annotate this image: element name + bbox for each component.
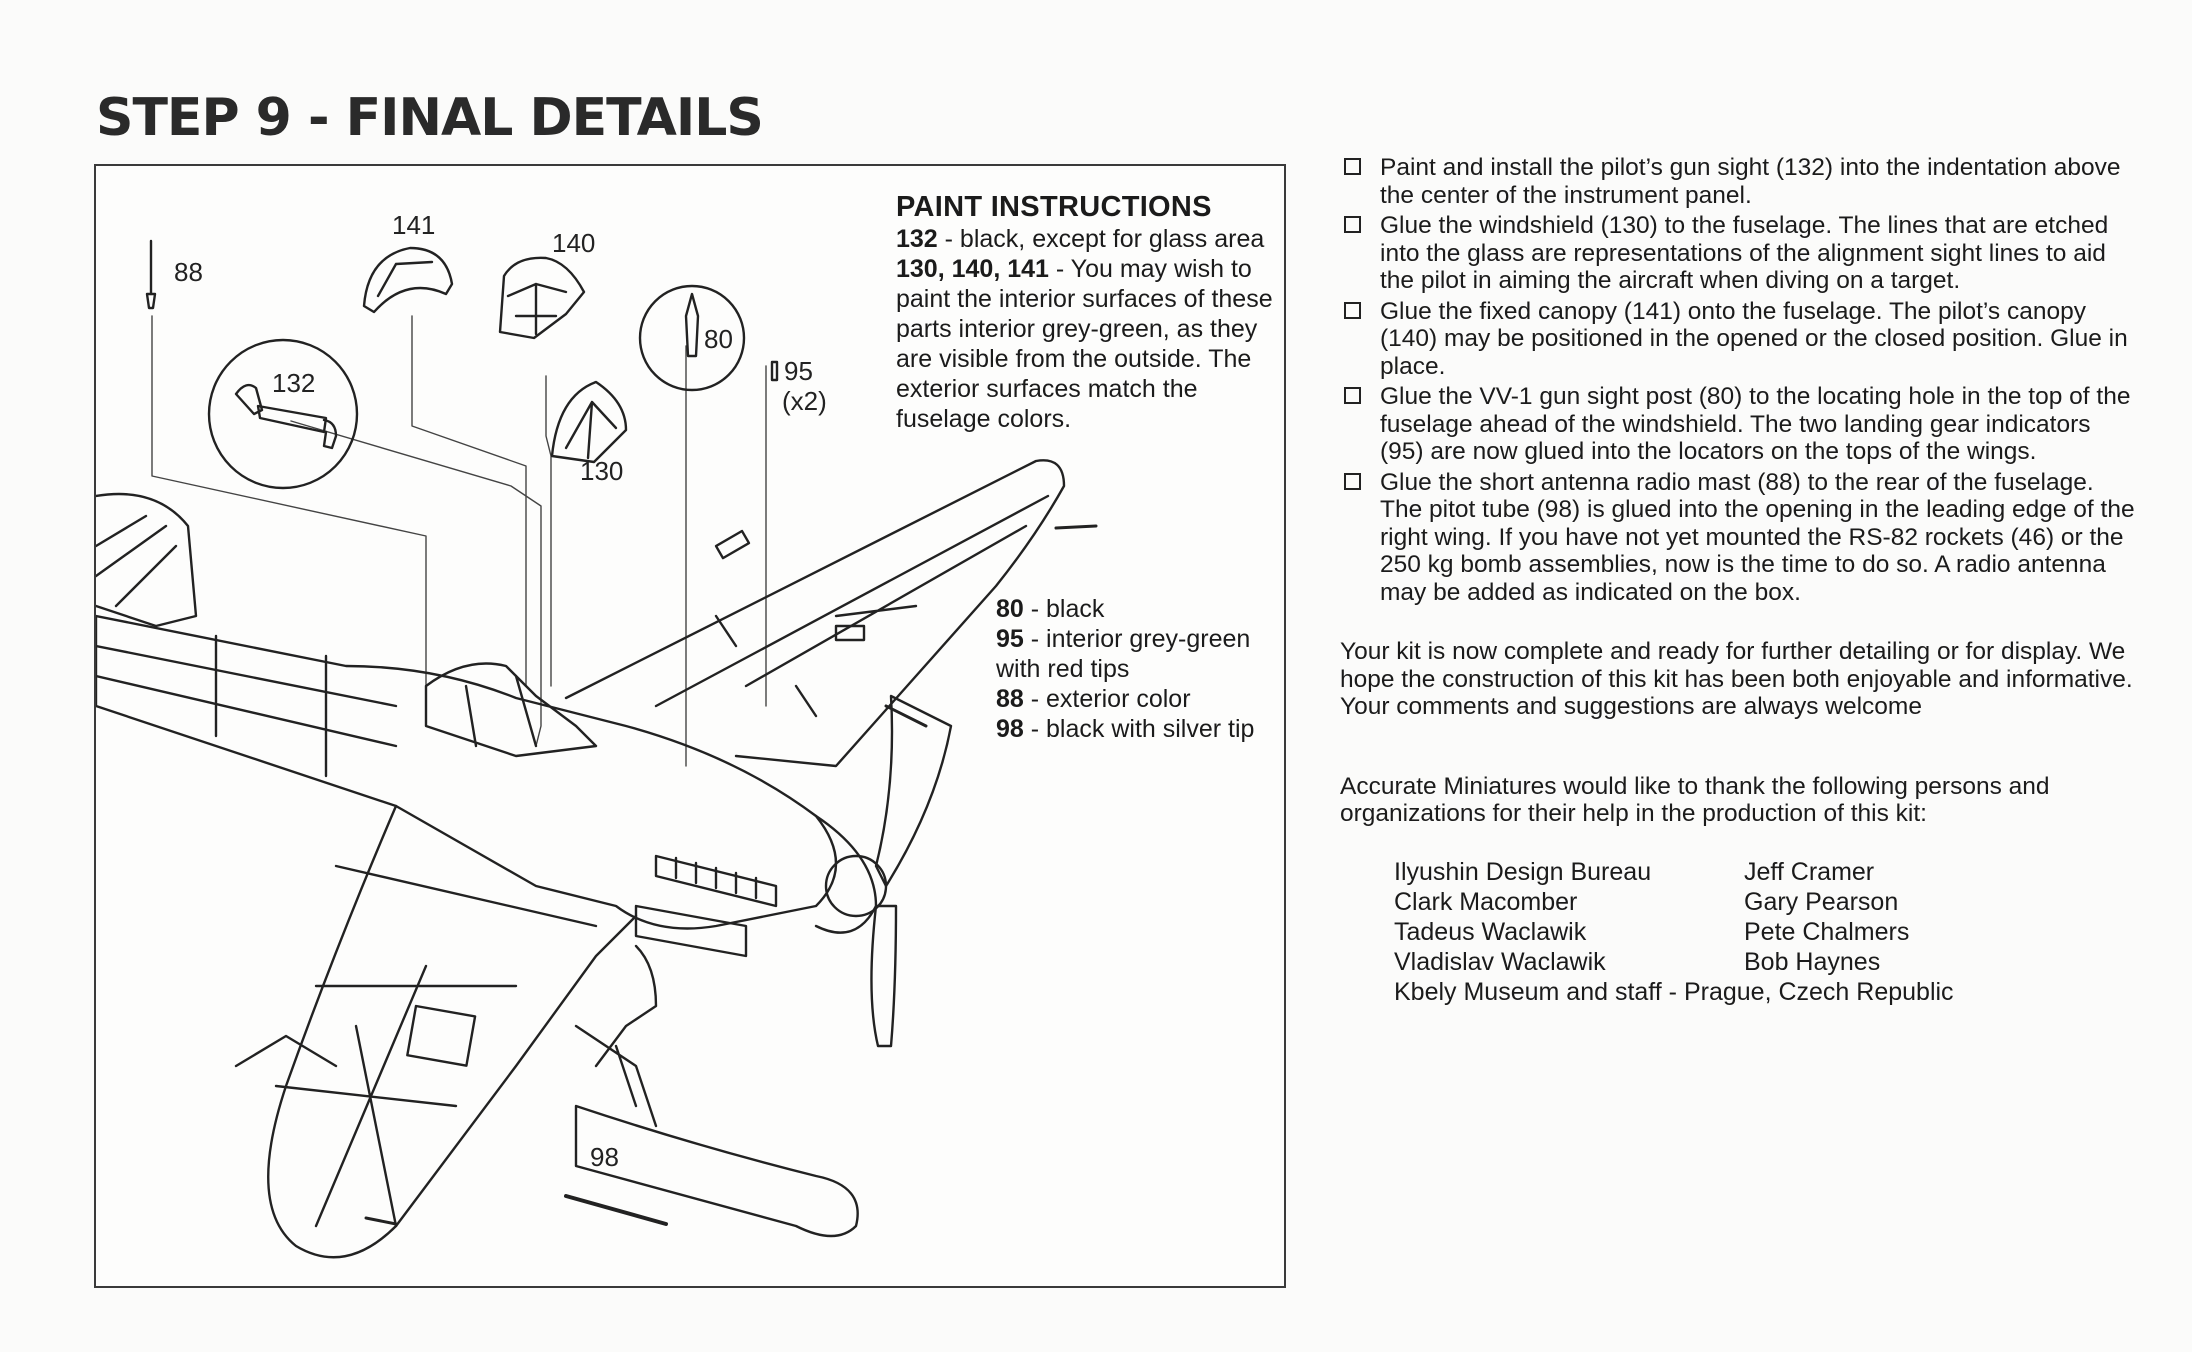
assembly-diagram xyxy=(94,164,1286,1288)
part-95-indicators xyxy=(772,362,777,380)
checkbox-icon[interactable] xyxy=(1344,473,1361,490)
label-part-98: 98 xyxy=(590,1142,619,1172)
credit-entry: Jeff Cramer xyxy=(1744,857,1875,886)
label-part-88: 88 xyxy=(174,257,203,287)
aircraft-body xyxy=(96,456,1096,1257)
paint-text: - You may wish to paint the interior surfaces of these parts interior grey-green, as they are visible from the outside. The exterior surfaces match the fuselage colors. xyxy=(896,255,1273,433)
legend-part-number: 80 xyxy=(996,595,1024,623)
instruction-text: Glue the VV-1 gun sight post (80) to the locating hole in the top of the fuselage ahead of the windshield. The two landing gear indicators (95) are now glued into the locators on the tops of the wings. xyxy=(1380,383,2131,465)
checkbox-icon[interactable] xyxy=(1344,387,1361,404)
credit-entry: Ilyushin Design Bureau xyxy=(1394,857,1652,886)
legend-text: - interior grey-green with red tips xyxy=(996,625,1251,683)
checkbox-icon[interactable] xyxy=(1344,158,1361,175)
page-title: STEP 9 - FINAL DETAILS xyxy=(96,88,763,148)
credit-entry: Pete Chalmers xyxy=(1744,917,1910,946)
instruction-item xyxy=(1340,469,2140,607)
legend-part-number: 95 xyxy=(996,625,1024,653)
legend-item xyxy=(996,624,1286,684)
paint-item xyxy=(896,254,1286,434)
paint-item xyxy=(896,224,1286,254)
instruction-item xyxy=(1340,298,2140,381)
part-141-canopy xyxy=(364,248,452,312)
checkbox-icon[interactable] xyxy=(1344,302,1361,319)
thanks-paragraph: Accurate Miniatures would like to thank the following persons and organizations for their help in the production of this kit: xyxy=(1340,772,2050,827)
legend-item xyxy=(996,684,1286,714)
part-130-windshield xyxy=(552,382,626,462)
paint-part-number: 130, 140, 141 xyxy=(896,255,1049,283)
checkbox-icon[interactable] xyxy=(1344,216,1361,233)
label-part-95: 95 xyxy=(784,356,813,386)
instructions-column xyxy=(1340,154,2140,1007)
legend-text: - black xyxy=(1023,595,1105,623)
instruction-item xyxy=(1340,383,2140,466)
label-part-141: 141 xyxy=(392,210,436,240)
instruction-list xyxy=(1340,154,2140,606)
credit-entry: Kbely Museum and staff - Prague, Czech Republic xyxy=(1394,977,1954,1006)
paint-part-number: 132 xyxy=(896,225,938,253)
credit-entry: Clark Macomber xyxy=(1394,887,1578,916)
credits-list xyxy=(1394,858,2140,1007)
instruction-text: Glue the windshield (130) to the fuselage. The lines that are etched into the glass are representations of the alignment sight lines to aid the pilot in aiming the aircraft when diving on a target. xyxy=(1380,212,2109,294)
label-part-95-quantity: (x2) xyxy=(782,386,827,416)
legend-item xyxy=(996,594,1286,624)
credit-entry: Vladislav Waclawik xyxy=(1394,947,1606,976)
paint-instructions-heading: PAINT INSTRUCTIONS xyxy=(896,191,1212,223)
credit-entry: Tadeus Waclawik xyxy=(1394,917,1587,946)
label-part-132: 132 xyxy=(272,368,316,398)
instruction-text: Glue the short antenna radio mast (88) to the rear of the fuselage. The pitot tube (98) is glued into the opening in the leading edge of the right wing. If you have not yet mounted the RS-82 rockets (46) or the 250 kg bomb assemblies, now is the time to do so. A radio antenna may be added as indicated on the box. xyxy=(1380,468,2135,606)
instruction-text: Glue the fixed canopy (141) onto the fuselage. The pilot’s canopy (140) may be positioned in the opened or the closed position. Glue in place. xyxy=(1380,297,2128,380)
label-part-140: 140 xyxy=(552,228,596,258)
part-88-antenna xyxy=(147,241,155,308)
legend-part-number: 88 xyxy=(996,685,1024,713)
part-132-gunsight xyxy=(209,340,357,488)
instruction-item xyxy=(1340,154,2140,209)
instruction-item xyxy=(1340,212,2140,295)
label-part-130: 130 xyxy=(580,456,624,486)
legend-text: - exterior color xyxy=(1023,685,1191,713)
closing-paragraph: Your kit is now complete and ready for further detailing or for display. We hope the construction of this kit has been both enjoyable and informative. Your comments and suggestions are always welcome xyxy=(1340,638,2133,720)
credit-entry: Gary Pearson xyxy=(1744,887,1899,916)
leader-lines xyxy=(152,316,766,766)
instruction-text: Paint and install the pilot’s gun sight (132) into the indentation above the center of the instrument panel. xyxy=(1380,154,2121,209)
part-140-canopy xyxy=(500,258,584,338)
label-part-80: 80 xyxy=(704,324,733,354)
paint-text: - black, except for glass area xyxy=(937,225,1265,253)
color-legend xyxy=(996,594,1286,744)
legend-item xyxy=(996,714,1286,744)
paint-instructions xyxy=(896,192,1286,434)
credit-entry: Bob Haynes xyxy=(1744,947,1881,976)
legend-part-number: 98 xyxy=(996,715,1024,743)
legend-text: - black with silver tip xyxy=(1023,715,1255,743)
